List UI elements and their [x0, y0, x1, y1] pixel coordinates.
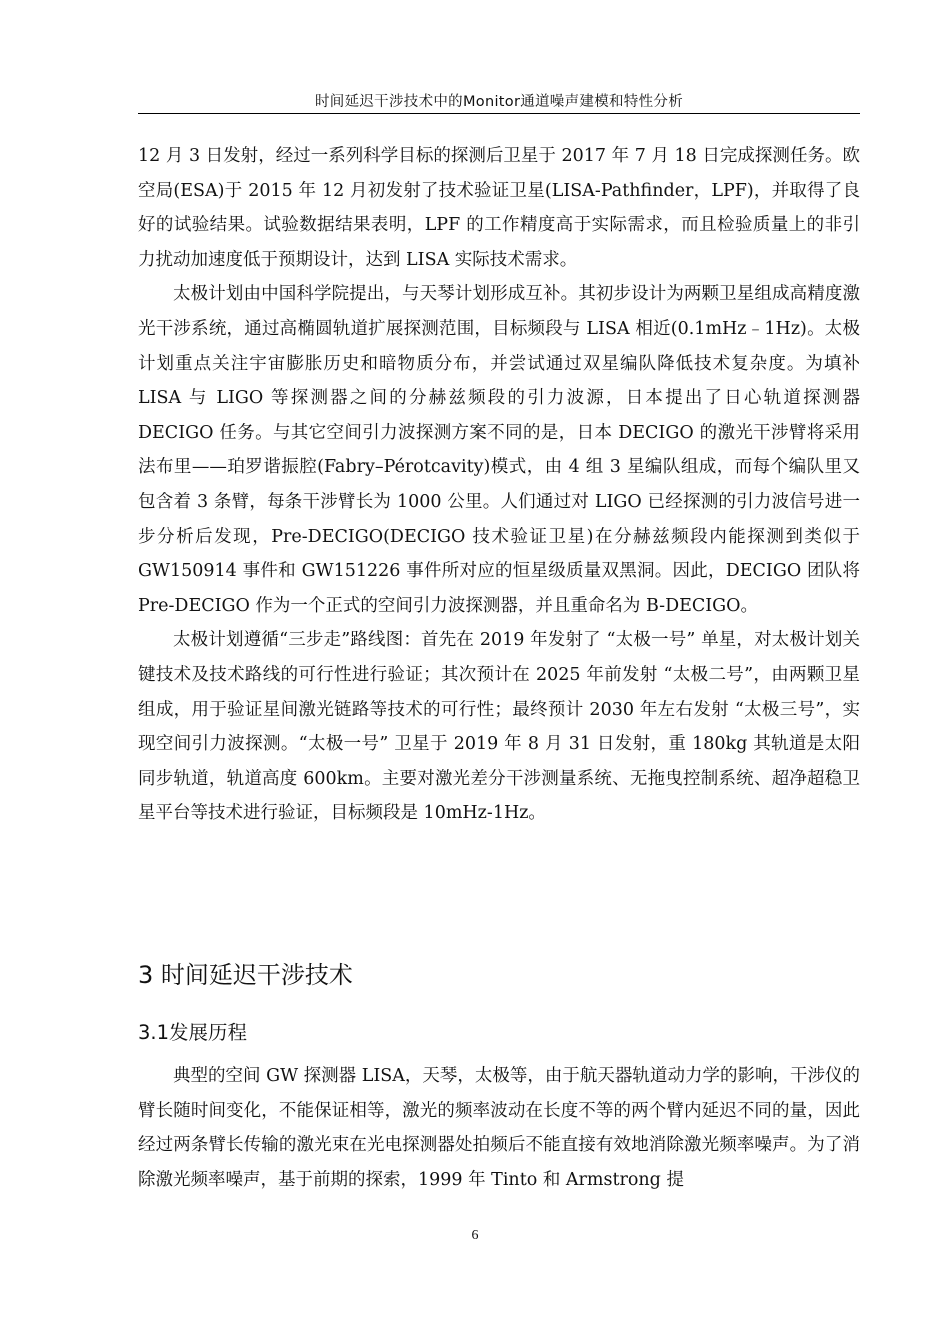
body-text-top	[138, 139, 860, 831]
body-text-bottom	[138, 1059, 860, 1197]
paragraph-taiji-roadmap: 太极计划遵循“三步走”路线图：首先在 2019 年发射了 “太极一号” 单星，对太极计划关键技术及技术路线的可行性进行验证；其次预计在 2025 年前发射 “太极二号”，由两颗卫星组成，用于验证星间激光链路等技术的可行性；最终预计 2030 年左右发射 “太极三号”，实现空间引力波探测。“太极一号” 卫星于 2019 年 8 月 31 日发射，重 180kg 其轨道是太阳同步轨道，轨道高度 600km。主要对激光差分干涉测量系统、无拖曳控制系统、超净超稳卫星平台等技术进行验证，目标频段是 10mHz-1Hz。	[138, 630, 860, 824]
running-header: 时间延迟干涉技术中的Monitor通道噪声建模和特性分析	[314, 94, 684, 110]
subsection-heading: 3.1发展历程	[138, 1021, 248, 1044]
paragraph-development-history: 典型的空间 GW 探测器 LISA，天琴，太极等，由于航天器轨道动力学的影响，干涉仪的臂长随时间变化，不能保证相等，激光的频率波动在长度不等的两个臂内延迟不同的量，因此经过两条臂长传输的激光束在光电探测器处拍频后不能直接有效地消除激光频率噪声。为了消除激光频率噪声，基于前期的探索，1999 年 Tinto 和 Armstrong 提	[138, 1066, 860, 1190]
header-rule	[138, 113, 860, 114]
paragraph-continuation: 12 月 3 日发射，经过一系列科学目标的探测后卫星于 2017 年 7 月 18 日完成探测任务。欧空局(ESA)于 2015 年 12 月初发射了技术验证卫星(LISA-Pathfinder，LPF)，并取得了良好的试验结果。试验数据结果表明，LPF 的工作精度高于实际需求，而且检验质量上的非引力扰动加速度低于预期设计，达到 LISA 实际技术需求。	[138, 146, 860, 270]
section-heading: 3 时间延迟干涉技术	[138, 961, 353, 989]
paragraph-taiji-decigo: 太极计划由中国科学院提出，与天琴计划形成互补。其初步设计为两颗卫星组成高精度激光干涉系统，通过高椭圆轨道扩展探测范围，目标频段与 LISA 相近(0.1mHz﹣1Hz)。太极计划重点关注宇宙膨胀历史和暗物质分布，并尝试通过双星编队降低技术复杂度。为填补 LISA 与 LIGO 等探测器之间的分赫兹频段的引力波源，日本提出了日心轨道探测器 DECIGO 任务。与其它空间引力波探测方案不同的是，日本 DECIGO 的激光干涉臂将采用法布里——珀罗谐振腔(Fabry–Pérotcavity)模式，由 4 组 3 星编队组成，而每个编队里又包含着 3 条臂，每条干涉臂长为 1000 公里。人们通过对 LIGO 已经探测的引力波信号进一步分析后发现，Pre-DECIGO(DECIGO 技术验证卫星)在分赫兹频段内能探测到类似于 GW150914 事件和 GW151226 事件所对应的恒星级质量双黑洞。因此，DECIGO 团队将 Pre-DECIGO 作为一个正式的空间引力波探测器，并且重命名为 B-DECIGO。	[138, 284, 860, 616]
page-number: 6	[471, 1228, 479, 1243]
